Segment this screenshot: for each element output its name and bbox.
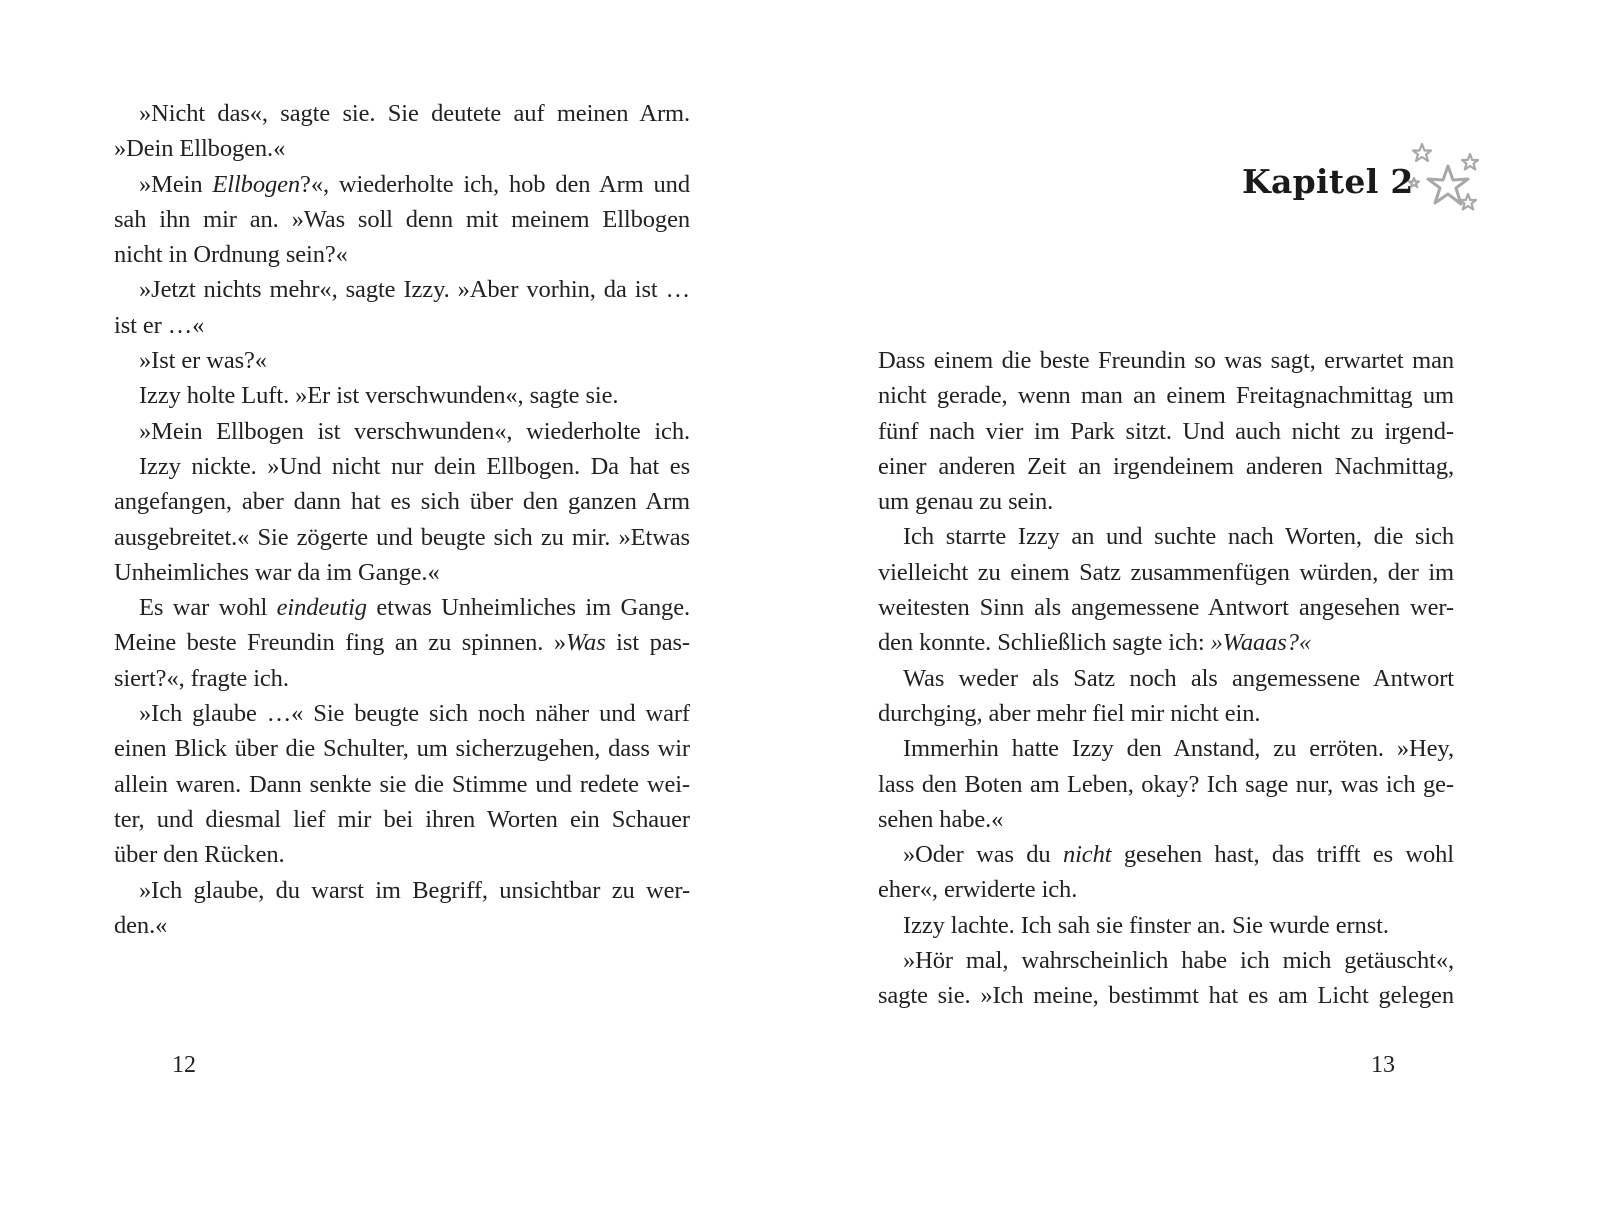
emphasized-text: nicht [1062, 841, 1112, 869]
right-page [800, 0, 1600, 1216]
text-line [114, 590, 690, 625]
emphasized-text: eindeutig [276, 594, 367, 622]
text-line: Dass einem die beste Freundin so was sagt, erwartet man [878, 347, 1454, 374]
text-line: einen Blick über die Schulter, um sicherzugehen, dass wir [114, 735, 690, 763]
text-line: Izzy nickte. »Und nicht nur dein Ellbogen. Da hat es [139, 452, 690, 480]
text-line: eher«, erwiderte ich. [878, 876, 1078, 904]
text-line: »Ist er was?« [139, 347, 267, 375]
page-number-right: 13 [1371, 1052, 1395, 1078]
text-line: Was weder als Satz noch als angemessene Antwort [903, 664, 1454, 692]
text-line: Izzy lachte. Ich sah sie finster an. Sie wurde ernst. [903, 911, 1389, 939]
text-line: siert?«, fragte ich. [114, 664, 289, 692]
text-line: vielleicht zu einem Satz zusammenfügen würden, der im [878, 558, 1454, 586]
text-line: um genau zu sein. [878, 488, 1054, 516]
text-line: Unheimliches war da im Gange.« [114, 558, 440, 586]
text-line [114, 625, 690, 660]
text-segment: Meine beste Freundin fing an zu spinnen. » [114, 629, 566, 657]
emphasized-text: Was [565, 629, 606, 657]
text-line: nicht gerade, wenn man an einem Freitagnachmittag um [878, 382, 1454, 410]
text-line: nicht in Ordnung sein?« [114, 241, 348, 269]
text-line: allein waren. Dann senkte sie die Stimme und redete wei- [114, 770, 690, 798]
text-line: sah ihn mir an. »Was soll denn mit meinem Ellbogen [114, 205, 690, 233]
text-line: sehen habe.« [878, 805, 1004, 833]
text-segment: gesehen hast, das trifft es wohl [1111, 841, 1454, 869]
text-line: »Mein Ellbogen ist verschwunden«, wiederholte ich. [139, 417, 690, 445]
text-line: lass den Boten am Leben, okay? Ich sage nur, was ich ge- [878, 770, 1454, 798]
text-segment: »Mein [139, 170, 213, 198]
text-line [878, 837, 1454, 872]
text-line: »Nicht das«, sagte sie. Sie deutete auf meinen Arm. [139, 100, 690, 127]
text-line: »Dein Ellbogen.« [114, 135, 286, 163]
text-line [114, 167, 690, 202]
text-line: sagte sie. »Ich meine, bestimmt hat es am Licht gelegen [878, 982, 1454, 1010]
text-line [878, 625, 1454, 660]
text-line: ausgebreitet.« Sie zögerte und beugte sich zu mir. »Etwas [114, 523, 690, 551]
text-line: Izzy holte Luft. »Er ist verschwunden«, sagte sie. [139, 382, 619, 410]
text-line: angefangen, aber dann hat es sich über den ganzen Arm [114, 488, 690, 516]
text-line: den.« [114, 911, 168, 939]
text-segment: »Oder was du [903, 841, 1063, 869]
emphasized-text: Ellbogen [212, 170, 301, 198]
text-segment: ?«, wiederholte ich, hob den Arm und [300, 170, 690, 198]
chapter-title: Kapitel 2 [1242, 162, 1414, 201]
text-line: ist er …« [114, 311, 205, 339]
text-segment: etwas Unheimliches im Gange. [366, 594, 690, 622]
text-line: über den Rücken. [114, 841, 285, 869]
emphasized-text: »Waaas?« [1210, 629, 1312, 657]
text-line: einer anderen Zeit an irgendeinem anderen Nachmittag, [878, 452, 1454, 480]
text-line: »Jetzt nichts mehr«, sagte Izzy. »Aber vorhin, da ist … [139, 276, 690, 304]
stars-icon [1408, 142, 1484, 226]
text-line: fünf nach vier im Park sitzt. Und auch nicht zu irgend- [878, 417, 1454, 445]
text-line: »Hör mal, wahrscheinlich habe ich mich getäuscht«, [903, 947, 1454, 975]
left-page-text [114, 96, 690, 943]
text-line: ter, und diesmal lief mir bei ihren Worten ein Schauer [114, 805, 690, 833]
text-line: »Ich glaube …« Sie beugte sich noch näher und warf [139, 700, 690, 728]
text-line: Ich starrte Izzy an und suchte nach Worten, die sich [903, 523, 1454, 551]
page-number-left: 12 [172, 1052, 196, 1078]
text-line: »Ich glaube, du warst im Begriff, unsichtbar zu wer- [139, 876, 690, 904]
text-segment: Es war wohl [139, 594, 277, 622]
right-page-text [878, 343, 1454, 1014]
text-line: weitesten Sinn als angemessene Antwort angesehen wer- [878, 594, 1454, 622]
text-line: durchging, aber mehr fiel mir nicht ein. [878, 699, 1261, 727]
text-line: Immerhin hatte Izzy den Anstand, zu erröten. »Hey, [903, 735, 1454, 763]
text-segment: den konnte. Schließlich sagte ich: [878, 629, 1211, 657]
text-segment: ist pas- [605, 629, 690, 657]
